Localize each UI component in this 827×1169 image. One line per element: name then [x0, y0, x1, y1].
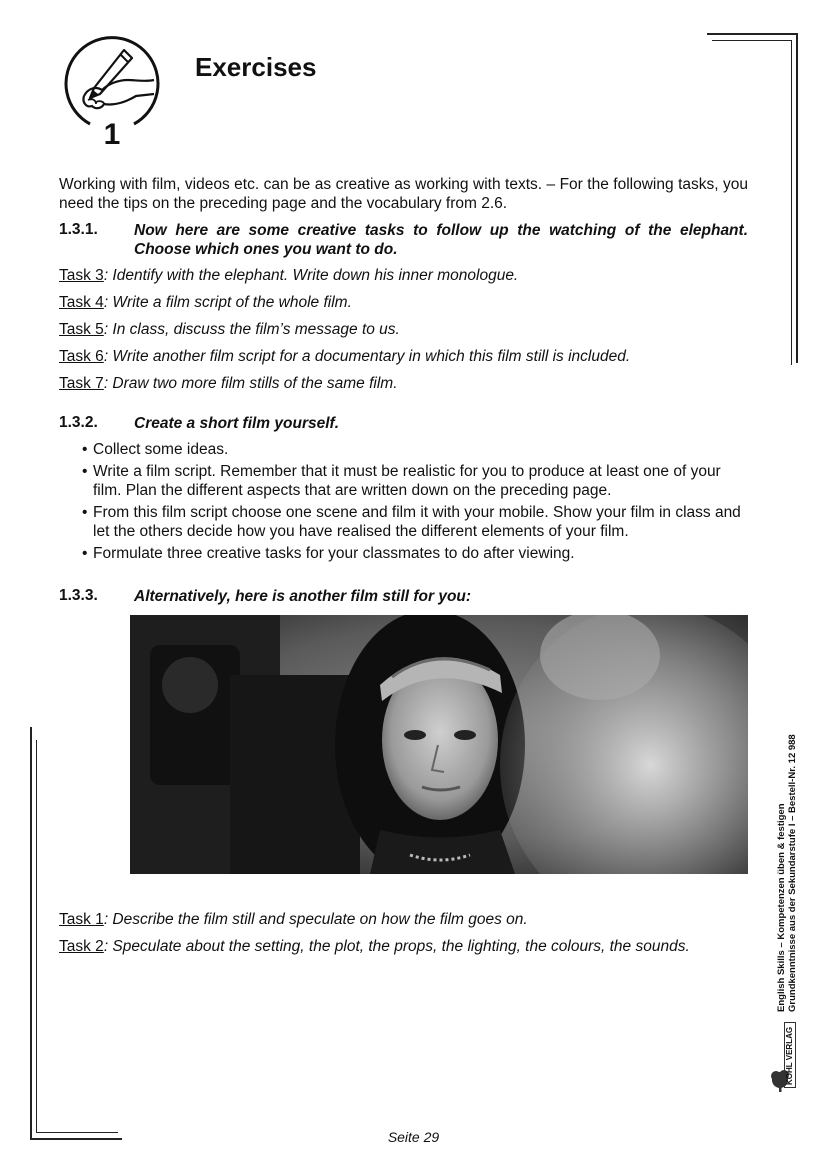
task-item [59, 294, 352, 312]
vertical-sidebar [776, 712, 802, 1012]
chapter-number: 1 [103, 118, 121, 151]
task-text: : Describe the film still and speculate on how the film goes on. [103, 911, 528, 928]
intro-paragraph: Working with film, videos etc. can be as creative as working with texts. – For the following tasks, you need the tips on the preceding page and the vocabulary from 2.6. [59, 176, 748, 212]
bullet-item: • Write a film script. Remember that it must be realistic for you to produce at least one of your film. Plan the different aspects that are written down on the preceding page. [82, 463, 721, 499]
task-text: : Draw two more film stills of the same film. [103, 375, 398, 392]
task-item [59, 911, 528, 929]
task-item [59, 321, 400, 339]
frame-top-right-v2 [791, 40, 792, 365]
task-text: : Write a film script of the whole film. [103, 294, 352, 311]
task-text: : Identify with the elephant. Write down his inner monologue. [103, 267, 519, 284]
chapter-logo [62, 36, 162, 152]
task-label: Task 5 [59, 321, 104, 338]
task-label: Task 4 [59, 294, 104, 311]
frame-top-right-v [796, 33, 798, 363]
bullet-text: Formulate three creative tasks for your classmates to do after viewing. [93, 545, 575, 562]
section-number: 1.3.3. [59, 587, 98, 604]
bullet-item: • From this film script choose one scene and film it with your mobile. Show your film in class and let the others decide how you have realised the different elements of your film. [82, 504, 741, 540]
section-number: 1.3.1. [59, 221, 98, 238]
bullet-item: • Collect some ideas. [82, 441, 229, 458]
task-text: : Write another film script for a documentary in which this film still is included. [103, 348, 631, 365]
section-heading-line: Now here are some creative tasks to follow up the watching of the elephant. [134, 222, 748, 239]
bullet-text: From this film script choose one scene and film it with your mobile. Show your film in class and let the others decide how you have realised the different elements of your film. [93, 504, 741, 540]
film-still-image [130, 615, 748, 874]
task-item [59, 375, 398, 393]
task-label: Task 1 [59, 911, 104, 928]
frame-top-right-h [707, 33, 797, 35]
publisher-logo [770, 1018, 800, 1094]
bullet-text: Collect some ideas. [93, 441, 229, 458]
page-number: Seite 29 [387, 1129, 440, 1145]
frame-top-right-h2 [712, 40, 792, 41]
section-heading: Create a short film yourself. [134, 415, 340, 432]
frame-bottom-left-v [30, 727, 32, 1139]
section-heading [134, 221, 748, 259]
section-heading: Alternatively, here is another film still for you: [134, 588, 472, 605]
section-heading-line: Choose which ones you want to do. [134, 241, 398, 258]
task-text: : In class, discuss the film’s message to us. [103, 321, 400, 338]
frame-bottom-left-v2 [36, 740, 37, 1133]
task-item [59, 348, 630, 366]
task-label: Task 2 [59, 938, 104, 955]
task-label: Task 3 [59, 267, 104, 284]
section-number: 1.3.2. [59, 414, 98, 431]
task-label: Task 7 [59, 375, 104, 392]
task-label: Task 6 [59, 348, 104, 365]
bullet-list [82, 440, 748, 566]
task-item [59, 267, 518, 285]
publisher-name: KOHL VERLAG [784, 1022, 796, 1088]
sidebar-line: Grundkenntnisse aus der Sekundarstufe I – Bestell-Nr. 12 988 [787, 734, 798, 1012]
bullet-item: • Formulate three creative tasks for your classmates to do after viewing. [82, 545, 575, 562]
bullet-text: Write a film script. Remember that it must be realistic for you to produce at least one of your film. Plan the different aspects that are written down on the preceding page. [93, 463, 721, 499]
page-title: Exercises [195, 52, 317, 82]
sidebar-line: English Skills – Kompetenzen üben & festigen [776, 803, 787, 1012]
task-item [59, 938, 690, 956]
task-text: : Speculate about the setting, the plot, the props, the lighting, the colours, the sounds. [103, 938, 690, 955]
